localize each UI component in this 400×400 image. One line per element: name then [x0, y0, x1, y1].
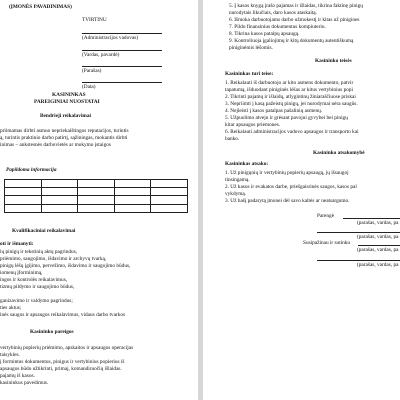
section-heading: Papildoma informacija	[6, 167, 57, 173]
list-item: 9. Kontroliuoja įgaliojimų ir kitų dokumentų autentiškumą	[229, 38, 354, 44]
list-item: pinigų lėšų įgijimo, pervežimo, išdavimo ir saugojimo būdus,	[0, 263, 131, 269]
sub-heading: Kasininkas turi teise:	[225, 71, 274, 77]
list-item: kasininkus pavedimus.	[0, 380, 49, 386]
list-item: 1. Už pinigųnių ir vertybinių popierių apsaugą, jų išsaugoj	[225, 170, 349, 176]
signature-line	[343, 218, 400, 219]
list-item: ių pinigų ir tekstinių aktų pagrindus,	[0, 249, 78, 255]
document-page-right	[203, 0, 400, 400]
table-row	[5, 188, 188, 196]
signature-line	[317, 232, 400, 233]
section-heading: Kasininko pareigos	[30, 329, 74, 335]
signature-caption: (Administracijos vadovas)	[82, 35, 139, 41]
list-item: piniginėmis lėšomis.	[229, 45, 273, 51]
section-heading: Bendrieji reikalavimai	[40, 113, 91, 119]
table-row	[5, 180, 188, 188]
info-table	[4, 179, 188, 213]
list-item: 5. Užpuolimo atveju ir grėsant pavojui gyvybei bei pinigų	[225, 115, 348, 121]
section-heading: Kasininko teisės	[315, 58, 352, 64]
list-item: nurodytais likučiais, daro kasos ataskaitą.	[229, 10, 317, 16]
signature-line	[82, 50, 162, 51]
list-item: pajamų iš kasos.	[0, 373, 35, 379]
list-item: tizmų pildymo ir saugojimo būdus,	[0, 284, 75, 290]
list-item: taisykles.	[0, 352, 20, 358]
signature-caption: (parašas, vardas, pa	[357, 220, 399, 226]
list-item: apsaugos būdo užtikrinti, primaj, komandiruočių išlaidas.	[0, 366, 122, 372]
list-item: vertybinių popierių priėmimo, apskaitos ir apsaugos operacijas	[0, 345, 134, 351]
list-item: 2. Už kasos ir evakatos darbe, priešgaisrinės saugos, kasos pal	[225, 184, 357, 190]
list-item: vykdymą.	[225, 191, 247, 197]
list-item: 2. Tikrinti pajamų ir išlaidų, atlygintinų žiniaraščiuose priskai	[225, 94, 356, 100]
list-item: ties aktus;	[0, 305, 22, 311]
signature-caption: (parašas, vardas, pa	[357, 234, 399, 240]
document-page-left	[0, 0, 198, 400]
signature-line	[82, 82, 162, 83]
list-item: 3. Nepriimti į kasą pažeistų pinigų, jei nurodymai nėra saugūs.	[225, 101, 358, 107]
document-title: KASININKAS	[52, 92, 86, 98]
list-item: į formintus dokumentus, pinigus ir vertybinius popierius iš	[0, 359, 125, 365]
paragraph-line: ą, turintis praktinio darbo patirtį, sąžiningas, mokantis dirbti	[0, 135, 128, 141]
list-item: 4. Nejleisti į kasos patalpas pašalinių asmenų.	[225, 108, 323, 114]
signoff-label: Parengė	[317, 213, 335, 219]
signature-line	[82, 33, 162, 34]
section-heading: Kasininko atsakomybė	[313, 150, 365, 156]
signature-caption: (Vardas, pavardė)	[82, 52, 120, 58]
company-name: (ĮMONĖS PAVADINIMAS)	[9, 4, 72, 10]
signature-line	[317, 260, 400, 261]
list-item: 8. Tikrina kasos patalpų apsaugą.	[229, 31, 300, 37]
list-item: 5. Į kasos knygą įrašo pajamas ir išlaidas, tikrina faktinę pinigų	[229, 3, 363, 9]
table-row	[5, 204, 188, 212]
paragraph-line: inimas – ankstesnės darbovietės ar mokymo įstaigos	[0, 142, 111, 148]
list-item: ganizavimo ir valdymo pagrindus;	[0, 298, 73, 304]
approve-label: TVIRTINU	[82, 17, 107, 23]
list-item: banko.	[225, 136, 240, 142]
signature-caption: (Data)	[82, 84, 96, 90]
list-item: 3. Už bašį padarytą įmonei dėl savo kaltės ar neatsargumo.	[225, 198, 350, 204]
table-row	[5, 196, 188, 204]
signature-caption: (Parašas)	[82, 68, 102, 74]
list-item: iomenų įforminimą,	[0, 270, 43, 276]
signature-line	[82, 66, 162, 67]
list-item: 6. Reikalauti administracijos vadovo apsaugos ir transporto kai	[225, 129, 359, 135]
signoff-label: Susipažinau ir sutinku	[303, 240, 351, 246]
document-subtitle: PAREIGINIAI NUOSTATAI	[34, 99, 100, 105]
list-item: 7. Pildo finansinius dokumentus kompiuteriu.	[229, 24, 326, 30]
signature-caption: (parašas, vardas, pa	[357, 262, 399, 268]
list-item: 6. Išmoka darbuotojams darbo užmokestį ir kitas už pinigines	[229, 17, 360, 23]
signature-caption: (parašas, vardas, pa	[357, 247, 399, 253]
list-item: priėmimo, saugojimo, išdavimo ir archyvų tvarką,	[0, 256, 107, 262]
sub-heading: Kasininkas atsako:	[225, 161, 269, 167]
list-item: inės saugos ir apsaugos reikalavimus, vidaus darbo tvarkos	[0, 312, 126, 318]
list-item: kitar apsaugos priemones.	[225, 122, 281, 128]
signature-line	[358, 245, 400, 246]
list-item: tinsingamą.	[225, 177, 250, 183]
section-heading: Kvalifikaciniai reikalavimai	[12, 228, 76, 234]
sub-heading: oti ir išmanyti:	[0, 241, 34, 247]
list-item: 1. Reikalauti iš darbuotojo ar kito asmens dokumento, patvir	[225, 80, 354, 86]
list-item: ingos ir kontrolės reikalavimus,	[0, 277, 68, 283]
paragraph-line: priimamas dirbti asmuo nepriekaištingos reputacijos, turintis	[0, 128, 129, 134]
list-item: tapatumą, išduodant piniginės lėšas ar kitus vertybinius popi	[225, 87, 353, 93]
